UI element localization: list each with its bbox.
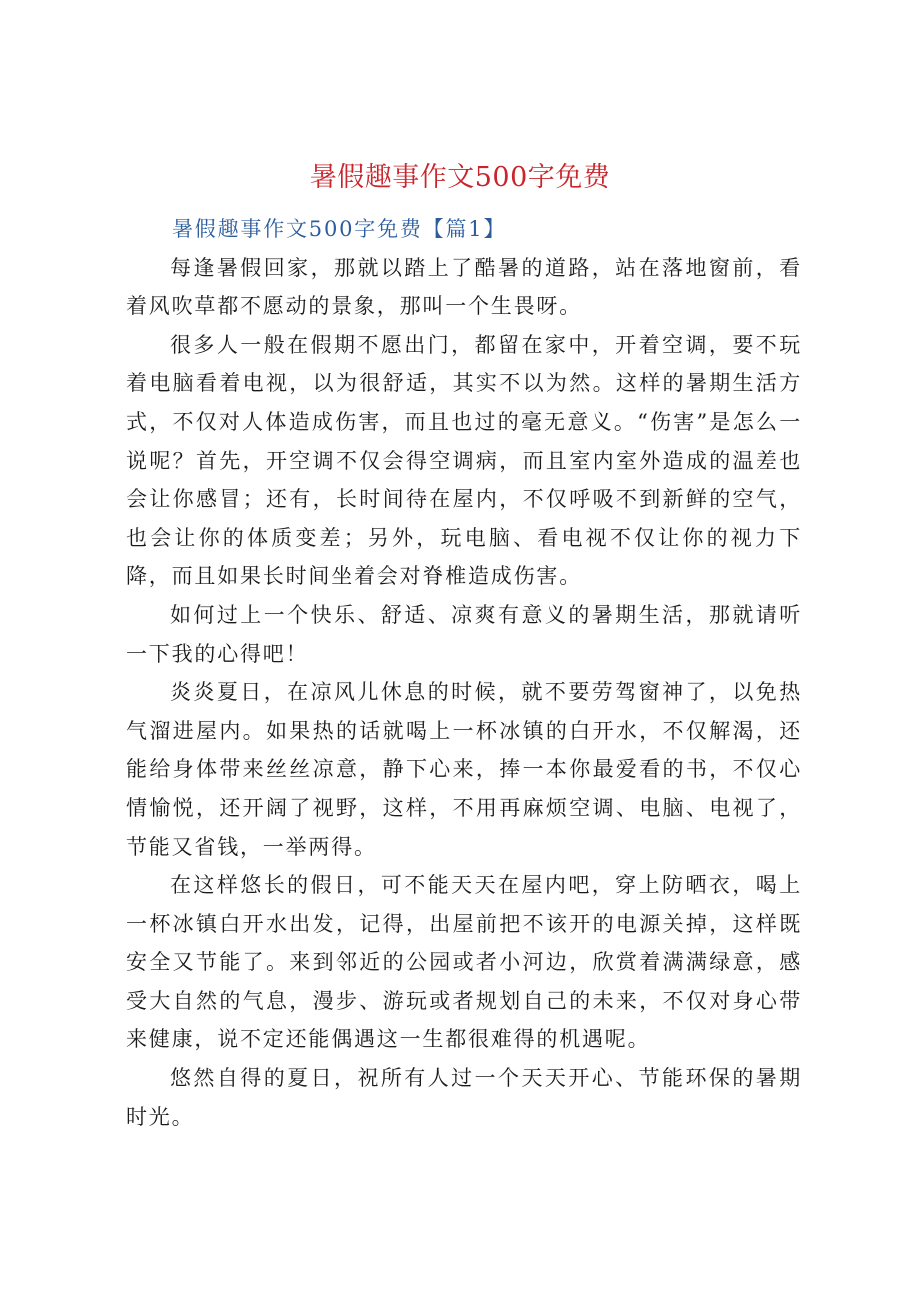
paragraph-1: 每逢暑假回家，那就以踏上了酷暑的道路，站在落地窗前，看着风吹草都不愿动的景象，那叫一个生畏呀。: [126, 255, 802, 319]
paragraph-5: 在这样悠长的假日，可不能天天在屋内吧，穿上防晒衣，喝上一杯冰镇白开水出发，记得，出屋前把不该开的电源关掉，这样既安全又节能了。来到邻近的公园或者小河边，欣赏着满满绿意，感受大自然的气息，漫步、游玩或者规划自己的未来，不仅对身心带来健康，说不定还能偶遇这一生都很难得的机遇呢。: [126, 873, 802, 1052]
paragraph-3: 如何过上一个快乐、舒适、凉爽有意义的暑期生活，那就请听一下我的心得吧！: [126, 602, 802, 666]
paragraph-4: 炎炎夏日，在凉风儿休息的时候，就不要劳驾窗神了，以免热气溜进屋内。如果热的话就喝上一杯冰镇的白开水，不仅解渴，还能给身体带来丝丝凉意，静下心来，捧一本你最爱看的书，不仅心情愉悦，还开阔了视野，这样，不用再麻烦空调、电脑、电视了，节能又省钱，一举两得。: [126, 680, 802, 859]
section-heading: 暑假趣事作文500字免费【篇1】: [172, 217, 507, 241]
paragraph-6: 悠然自得的夏日，祝所有人过一个天天开心、节能环保的暑期时光。: [126, 1066, 802, 1129]
document-body: [126, 210, 802, 1136]
paragraph-2: 很多人一般在假期不愿出门，都留在家中，开着空调，要不玩着电脑看着电视，以为很舒适，其实不以为然。这样的暑期生活方式，不仅对人体造成伤害，而且也过的毫无意义。“伤害”是怎么一说呢？首先，开空调不仅会得空调病，而且室内室外造成的温差也会让你感冒；还有，长时间待在屋内，不仅呼吸不到新鲜的空气，也会让你的体质变差；另外，玩电脑、看电视不仅让你的视力下降，而且如果长时间坐着会对脊椎造成伤害。: [126, 332, 802, 589]
document-title: 暑假趣事作文500字免费: [309, 162, 611, 193]
